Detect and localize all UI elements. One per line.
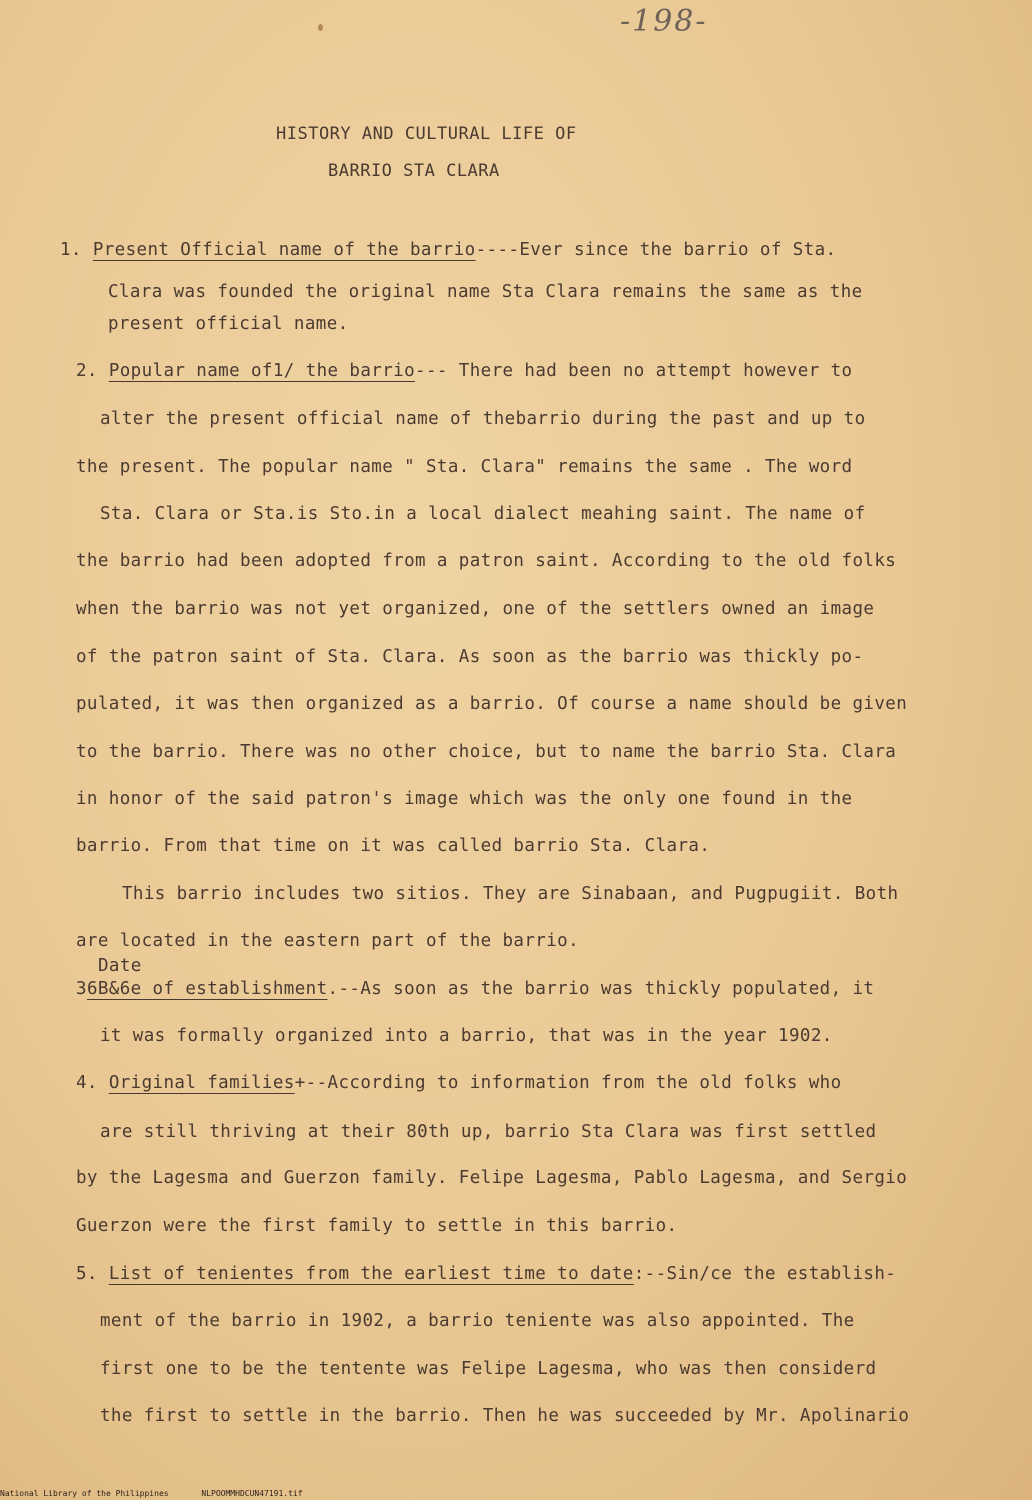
line-text: --- There had been no attempt however to: [415, 361, 853, 381]
line-text: pulated, it was then organized as a barrio. Of course a name should be given: [76, 694, 908, 714]
footer-filename: NLPOOMMHDCUN47191.tif: [201, 1489, 303, 1498]
line-text: in honor of the said patron's image which was the only one found in the: [76, 789, 853, 809]
text-line: [108, 280, 863, 304]
text-line: [100, 1120, 876, 1144]
line-text: Guerzon were the first family to settle in this barrio.: [76, 1216, 678, 1236]
item-number: 5.: [76, 1264, 109, 1284]
footer-library: National Library of the Philippines: [0, 1489, 169, 1498]
item-number: 3: [76, 979, 87, 999]
section-heading: 6B&6e of establishment: [86, 979, 328, 999]
text-line: [100, 1404, 909, 1428]
text-line: [76, 549, 896, 573]
line-text: ment of the barrio in 1902, a barrio teniente was also appointed. The: [100, 1311, 855, 1331]
section-heading-line: [76, 1071, 842, 1095]
text-line: [76, 597, 874, 621]
line-text: it was formally organized into a barrio, that was in the year 1902.: [100, 1026, 833, 1046]
text-line: [76, 455, 852, 479]
text-line: [122, 882, 898, 906]
line-text: Date: [98, 956, 142, 976]
text-line: [100, 407, 866, 431]
line-text: first one to be the tentente was Felipe Lagesma, who was then considerd: [100, 1359, 877, 1379]
text-line: [100, 1309, 855, 1333]
line-text: by the Lagesma and Guerzon family. Felipe Lagesma, Pablo Lagesma, and Sergio: [76, 1168, 908, 1188]
text-line: [76, 929, 579, 953]
text-line: [100, 502, 866, 526]
line-text: .--As soon as the barrio was thickly populated, it: [327, 979, 875, 999]
line-text: Sta. Clara or Sta.is Sto.in a local dialect meahing saint. The name of: [100, 504, 866, 524]
line-text: barrio. From that time on it was called barrio Sta. Clara.: [76, 836, 711, 856]
page-number: -198-: [620, 4, 708, 39]
text-line: [108, 312, 349, 336]
paper-speck: [318, 24, 323, 31]
line-text: alter the present official name of thebarrio during the past and up to: [100, 409, 866, 429]
line-text: are located in the eastern part of the barrio.: [76, 931, 580, 951]
section-heading-line: [76, 359, 852, 383]
text-line: [76, 645, 863, 669]
section-heading: Original families: [108, 1073, 295, 1093]
text-line: [100, 1357, 876, 1381]
line-text: of the patron saint of Sta. Clara. As soon as the barrio was thickly po-: [76, 647, 864, 667]
line-text: :--Sin/ce the establish-: [633, 1264, 897, 1284]
line-text: This barrio includes two sitios. They are Sinabaan, and Pugpugiit. Both: [122, 884, 899, 904]
text-line: [76, 834, 710, 858]
section-heading-line: [60, 238, 836, 262]
section-heading-line: [76, 977, 874, 1001]
section-heading: Popular name of1/ the barrio: [108, 361, 416, 381]
document-title: HISTORY AND CULTURAL LIFE OF: [276, 124, 577, 144]
line-text: present official name.: [108, 314, 349, 334]
item-number: 4.: [76, 1073, 109, 1093]
item-number: 1.: [60, 240, 93, 260]
section-heading: List of tenientes from the earliest time to date: [108, 1264, 634, 1284]
line-text: when the barrio was not yet organized, one of the settlers owned an image: [76, 599, 875, 619]
line-text: ----Ever since the barrio of Sta.: [475, 240, 837, 260]
text-line: [76, 1166, 907, 1190]
text-line: [76, 1214, 677, 1238]
text-line: [98, 954, 142, 978]
item-number: 2.: [76, 361, 109, 381]
page-footer: [0, 1488, 1032, 1500]
text-line: [76, 787, 852, 811]
text-line: [76, 740, 896, 764]
line-text: are still thriving at their 80th up, barrio Sta Clara was first settled: [100, 1122, 877, 1142]
document-subtitle: BARRIO STA CLARA: [328, 161, 500, 181]
line-text: to the barrio. There was no other choice, but to name the barrio Sta. Clara: [76, 742, 897, 762]
section-heading: Present Official name of the barrio: [92, 240, 476, 260]
line-text: Clara was founded the original name Sta Clara remains the same as the: [108, 282, 863, 302]
line-text: the barrio had been adopted from a patron saint. According to the old folks: [76, 551, 897, 571]
line-text: the first to settle in the barrio. Then he was succeeded by Mr. Apolinario: [100, 1406, 910, 1426]
section-heading-line: [76, 1262, 896, 1286]
line-text: the present. The popular name " Sta. Clara" remains the same . The word: [76, 457, 853, 477]
line-text: +--According to information from the old folks who: [294, 1073, 842, 1093]
text-line: [76, 692, 907, 716]
text-line: [100, 1024, 833, 1048]
